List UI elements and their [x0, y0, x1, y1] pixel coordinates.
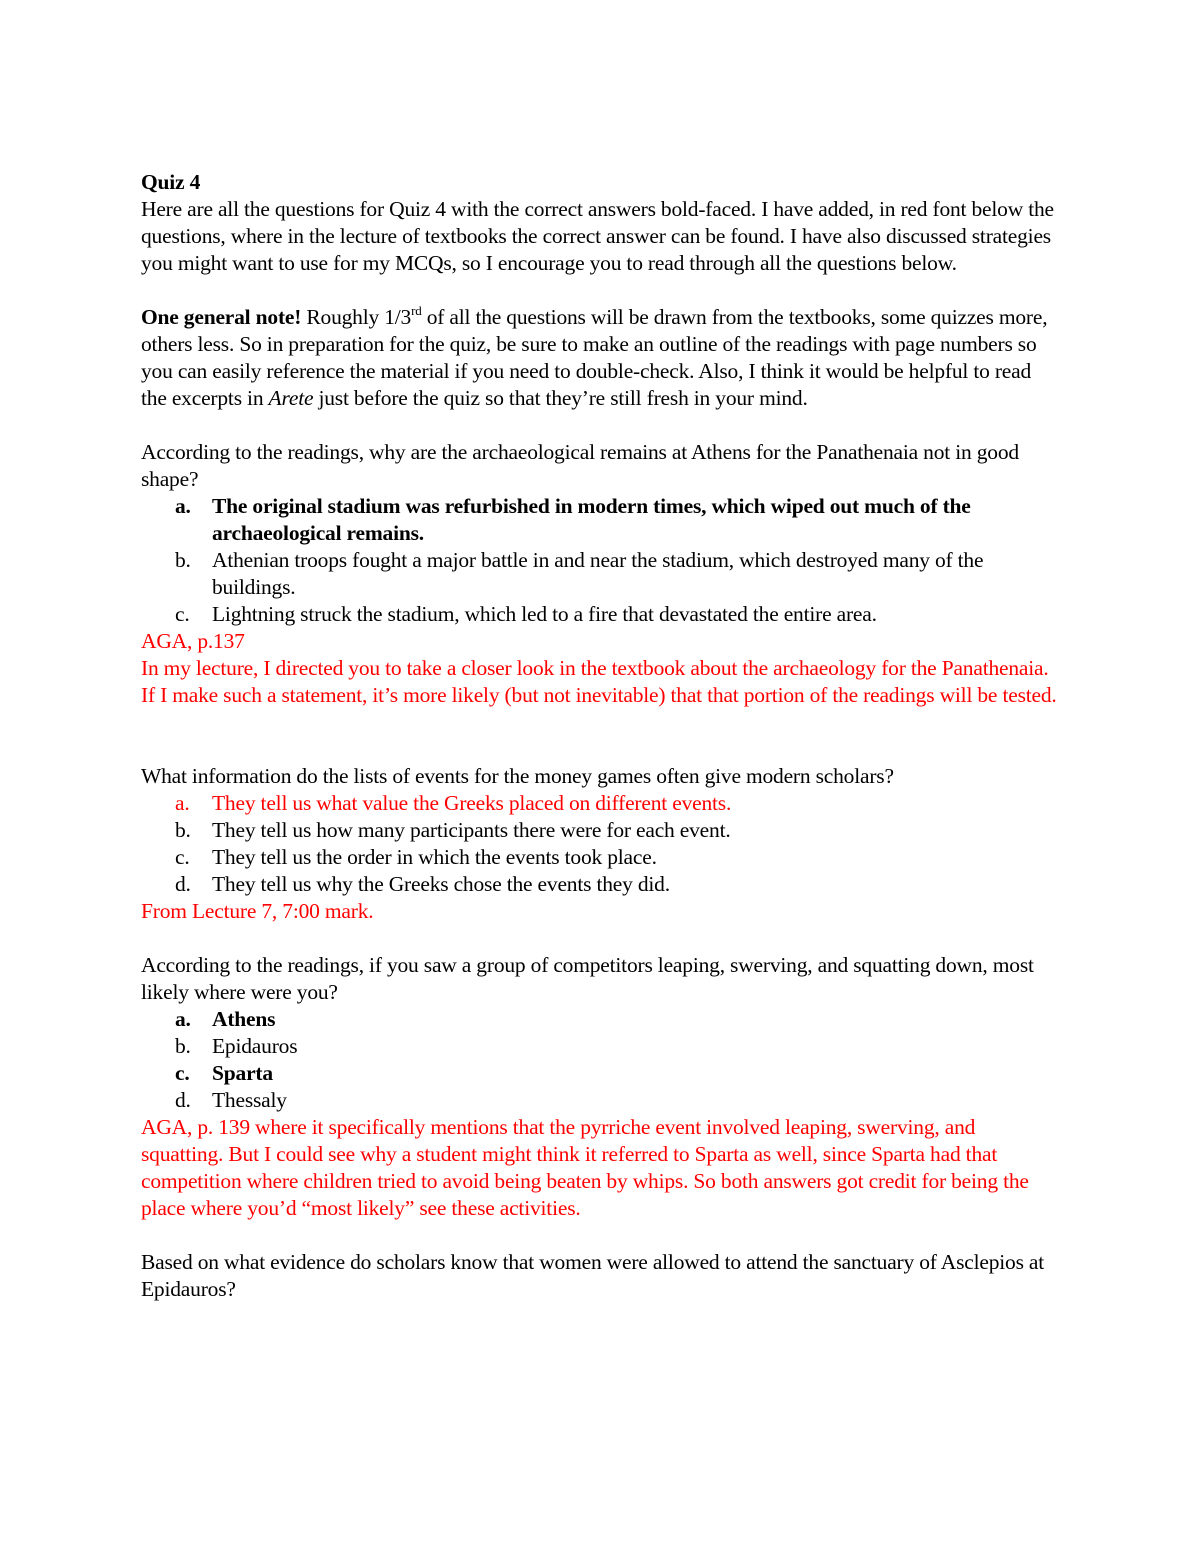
question-text: Based on what evidence do scholars know that women were allowed to attend the sanctuary of Asclepios at Epidauros? [141, 1250, 1045, 1301]
note-text-b: of all the questions will be drawn from the textbooks, some quizzes more, others less. So in preparation for the quiz, be sure to make an outline of the readings with page numbers so you can easily reference the material if you need to double-check. Also, I think it would be helpful to read the excerpts in [141, 305, 1048, 410]
answer-reference: AGA, p.137 [141, 629, 245, 653]
option-letter: a. [175, 494, 191, 518]
option-c [141, 601, 1061, 628]
question-1 [141, 439, 1061, 709]
option-b [141, 547, 1061, 601]
option-letter: b. [175, 1034, 191, 1058]
question-2 [141, 763, 1061, 925]
option-letter: d. [175, 872, 191, 896]
general-note-heading: One general note! [141, 305, 302, 329]
general-note-paragraph [141, 304, 1061, 412]
option-text: Lightning struck the stadium, which led to a fire that devastated the entire area. [212, 602, 877, 626]
option-c [141, 1060, 1061, 1087]
option-d [141, 871, 1061, 898]
intro-paragraph: Here are all the questions for Quiz 4 with the correct answers bold-faced. I have added, in red font below the questions, where in the lecture of textbooks the correct answer can be found. I have also discussed strategies you might want to use for my MCQs, so I encourage you to read through all the questions below. [141, 197, 1054, 275]
option-text: They tell us the order in which the events took place. [212, 845, 657, 869]
answer-explanation: In my lecture, I directed you to take a closer look in the textbook about the archaeology for the Panathenaia. If I make such a statement, it’s more likely (but not inevitable) that that portion of the readings will be tested. [141, 656, 1057, 707]
option-text: They tell us why the Greeks chose the events they did. [212, 872, 670, 896]
note-text-a: Roughly 1/3 [301, 305, 412, 329]
option-letter: a. [175, 791, 190, 815]
option-letter: b. [175, 818, 191, 842]
quiz-title: Quiz 4 [141, 170, 201, 194]
note-text-c: just before the quiz so that they’re still fresh in your mind. [313, 386, 808, 410]
option-text: Athens [212, 1007, 276, 1031]
option-c [141, 844, 1061, 871]
option-text: Sparta [212, 1061, 273, 1085]
option-a [141, 790, 1061, 817]
answer-options [141, 1006, 1061, 1114]
option-b [141, 1033, 1061, 1060]
question-4 [141, 1249, 1061, 1303]
option-a [141, 1006, 1061, 1033]
option-a [141, 493, 1061, 547]
option-text: Athenian troops fought a major battle in and near the stadium, which destroyed many of the buildings. [212, 548, 984, 599]
answer-reference: From Lecture 7, 7:00 mark. [141, 899, 374, 923]
option-text: The original stadium was refurbished in modern times, which wiped out much of the archaeological remains. [212, 494, 971, 545]
option-letter: c. [175, 602, 190, 626]
question-3 [141, 952, 1061, 1222]
document-body [141, 169, 1061, 1303]
option-text: Thessaly [212, 1088, 287, 1112]
option-letter: b. [175, 548, 191, 572]
option-letter: d. [175, 1088, 191, 1112]
answer-options [141, 493, 1061, 628]
note-superscript: rd [411, 302, 422, 318]
answer-explanation: AGA, p. 139 where it specifically mentions that the pyrriche event involved leaping, swerving, and squatting. But I could see why a student might think it referred to Sparta as well, since Sparta had that competition where children tried to avoid being beaten by whips. So both answers got credit for being the place where you’d “most likely” see these activities. [141, 1115, 1029, 1220]
option-letter: c. [175, 845, 190, 869]
option-text: Epidauros [212, 1034, 298, 1058]
option-text: They tell us what value the Greeks placed on different events. [212, 791, 732, 815]
option-letter: a. [175, 1007, 191, 1031]
option-d [141, 1087, 1061, 1114]
option-text: They tell us how many participants there were for each event. [212, 818, 731, 842]
option-letter: c. [175, 1061, 190, 1085]
answer-options [141, 790, 1061, 898]
option-b [141, 817, 1061, 844]
question-text: According to the readings, why are the archaeological remains at Athens for the Panathenaia not in good shape? [141, 440, 1019, 491]
question-text: According to the readings, if you saw a group of competitors leaping, swerving, and squatting down, most likely where were you? [141, 953, 1034, 1004]
note-book-title: Arete [268, 386, 314, 410]
question-text: What information do the lists of events for the money games often give modern scholars? [141, 764, 894, 788]
